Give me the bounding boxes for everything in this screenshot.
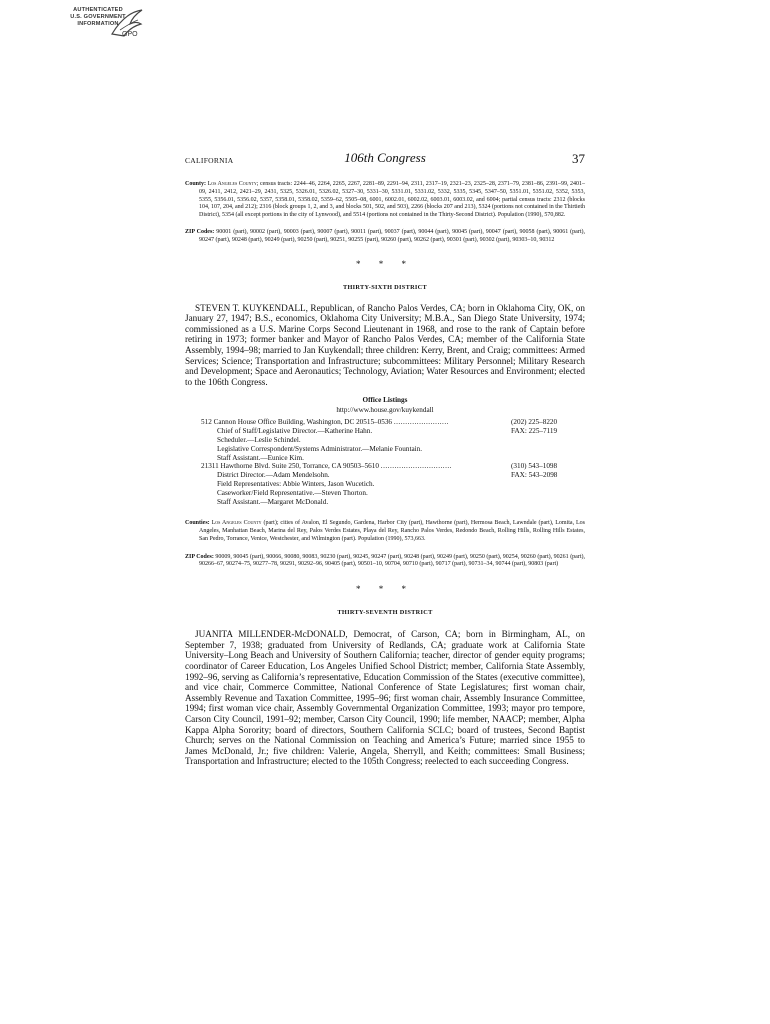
member-bio-kuykendall: STEVEN T. KUYKENDALL, Republican, of Rancho Palos Verdes, CA; born in Oklahoma City, OK, on January 27, 1947; B.S., economics, Oklahoma City University; M.B.A., San Diego State University, 1974; commissioned as a U.S. Marine Corps Second Lieutenant in 1968, and rose to the rank of Captain before retiring in 1973; former banker and Mayor of Rancho Palos Verdes, CA; member of the California State Assembly, 1994–98; married to Jan Kuykendall; three children: Kerry, Brent, and Craig; committees: Armed Services; Science; Transportation and Infrastructure; subcommittees: Military Personnel; Military Research and Development; Space and Aeronautics; Technology, Aviation; Water Resources and Environment; elected to the 106th Congress. [185,302,585,387]
zip-label: ZIP Codes: [185,553,214,560]
counties-name: Los Angeles County [211,520,262,527]
zip-paragraph [185,229,585,245]
office-address: 21311 Hawthorne Blvd. Suite 250, Torrance, CA 90503–5610 [201,462,379,471]
eagle-icon [108,4,148,44]
office-fax-line [185,427,585,436]
leader-dots: ........................ [393,418,449,427]
state-header: CALIFORNIA [185,156,234,165]
office-address-line [185,418,585,427]
zip-text: 90001 (part), 90002 (part), 90003 (part), 90007 (part), 90011 (part), 90037 (part), 90044 (part), 90045 (part), 90047 (part), 90058 (part), 90061 (part), 90247 (part), 90248 (part), 90249 (part), 90250 (part), 90251, 90255 (part), 90260 (part), 90262 (part), 90301 (part), 90302 (part), 90303–10, 90312 [199,228,586,243]
office-address: 512 Cannon House Office Building, Washington, DC 20515–0536 [201,418,393,427]
seal-line-1: AUTHENTICATED [73,7,123,13]
county-tracts-text: ; census tracts: 2244–46, 2264, 2265, 2267, 2281–89, 2291–94, 2311, 2317–19, 2321–23, 2325–28, 2371–79, 2381–86, 2391–99, 2401–09, 2411, 2412, 2421–29, 2431, 5325, 5326.01, 5326.02, 5327–30, 5331–30, 5331.01, 5331.02, 5332, 5335, 5345, 5347–50, 5351.01, 5351.02, 5352, 5353, 5355, 5356.01, 5356.02, 5357, 5358.01, 5358.02, 5359–62, 5505–08, 6001, 6002.01, 6002.02, 6003.01, 6003.02, and 6004; partial census tracts: 2312 (blocks 104, 107, 204, and 212); 2316 (block groups 1, 2, and 3, and blocks 501, 502, and 503), 2266 (blocks 207 and 213), 5324 (portions not contained in the Thirtieth District), 5354 (all except portions in the city of Lynwood), and 5514 (portions not contained in the Thirty-Second District). Population (1990), 570,882. [199,181,586,219]
district-heading-36: THIRTY-SIXTH DISTRICT [342,283,428,291]
congress-title: 106th Congress [344,150,426,165]
seal-line-2: U.S. GOVERNMENT [70,14,126,20]
office-fax: FAX: 543–2098 [511,471,558,480]
zip-paragraph-36 [185,554,585,570]
running-head [185,150,585,170]
section-separator: * * * [356,584,414,595]
office-listings [185,418,585,506]
section-separator: * * * [356,258,414,269]
seal-gpo-label: GPO [122,31,138,38]
staff-entry: Chief of Staff/Legislative Director.—Katherine Hahn. [217,427,373,436]
seal-line-3: INFORMATION [77,21,119,27]
counties-text: (part); cities of Avalon, El Segundo, Gardena, Harbor City (part), Hawthorne (part), Hermosa Beach, Lawndale (part), Lomita, Los Angeles, Manhattan Beach, Marina del Rey, Palos Verdes Estates, Playa del Rey, Rancho Palos Verdes, Redondo Beach, Rolling Hills, Rolling Hills Estates, San Pedro, Torrance, Venice, Westchester, and Wilmington (part). Population (1990), 573,663. [199,520,585,542]
office-phone: (202) 225–8220 [511,418,558,427]
page-number: 37 [572,151,585,166]
office-fax: FAX: 225–7119 [511,427,558,436]
gpo-authentication-seal [50,4,150,48]
staff-entry: Field Representatives: Abbie Winters, Jason Wucetich. [217,479,375,488]
staff-entry: Caseworker/Field Representative.—Steven Thorton. [217,488,368,497]
county-label: County: [185,181,207,187]
member-bio-millender-mcdonald: JUANITA MILLENDER-McDONALD, Democrat, of Carson, CA; born in Birmingham, AL, on September 7, 1938; graduated from University of Redlands, CA; graduate work at California State University–Long Beach and University of Southern California; teacher, director of gender equity programs; coordinator of Career Education, Los Angeles Unified School District; member, California State Assembly, 1992–96, serving as California’s representative, Education Commission of the States (executive committee), and vice chair, Commerce Committee, National Conference of State Legislatures; first woman chair, Assembly Revenue and Taxation Committee, 1995–96; first woman chair, Assembly Insurance Committee, 1994; first woman vice chair, Assembly Governmental Organization Committee, 1993; mayor pro tempore, Carson City Council, 1991–92; member, Carson City Council, 1990; life member, NAACP; member, Alpha Kappa Alpha Sorority; board of directors, Southern California SCLC; board of trustees, Second Baptist Church; serves on the National Commission on Teaching and America’s Future; married since 1955 to James McDonald, Jr.; five children: Valerie, Angela, Sherryll, and Keith; committees: Small Business; Transportation and Infrastructure; elected to the 105th Congress; reelected to each succeeding Congress. [185,629,585,767]
county-name: Los Angeles County [207,181,257,187]
district-heading-37: THIRTY-SEVENTH DISTRICT [337,609,433,617]
staff-entry: District Director.—Adam Mendelsohn. [217,471,330,480]
office-phone: (310) 543–1098 [511,462,558,471]
zip-text: 90009, 90045 (part), 90066, 90080, 90083, 90230 (part), 90245, 90247 (part), 90248 (part), 90249 (part), 90250 (part), 90254, 90260 (part), 90261 (part), 90266–67, 90274–75, 90277–78, 90291, 90292–96, 90405 (part), 90501–10, 90704, 90710 (part), 90717 (part), 90731–34, 90744 (part), 90803 (part) [199,553,586,568]
document-page [185,150,585,767]
office-fax-line [185,471,585,480]
staff-entry: Scheduler.—Leslie Schindel. [217,435,301,444]
staff-entry: Staff Assistant.—Margaret McDonald. [217,497,329,506]
counties-label: Counties: [185,520,210,527]
staff-entry: Staff Assistant.—Eunice Kim. [217,453,304,462]
county-paragraph [185,181,585,220]
leader-dots: ............................... [380,462,452,471]
office-website-link[interactable]: http://www.house.gov/kuykendall [336,406,434,415]
office-address-line [185,462,585,471]
zip-label: ZIP Codes: [185,228,215,235]
counties-paragraph [185,520,585,543]
office-listings-title: Office Listings [362,396,408,405]
staff-entry: Legislative Correspondent/Systems Administrator.—Melanie Fountain. [217,444,423,453]
